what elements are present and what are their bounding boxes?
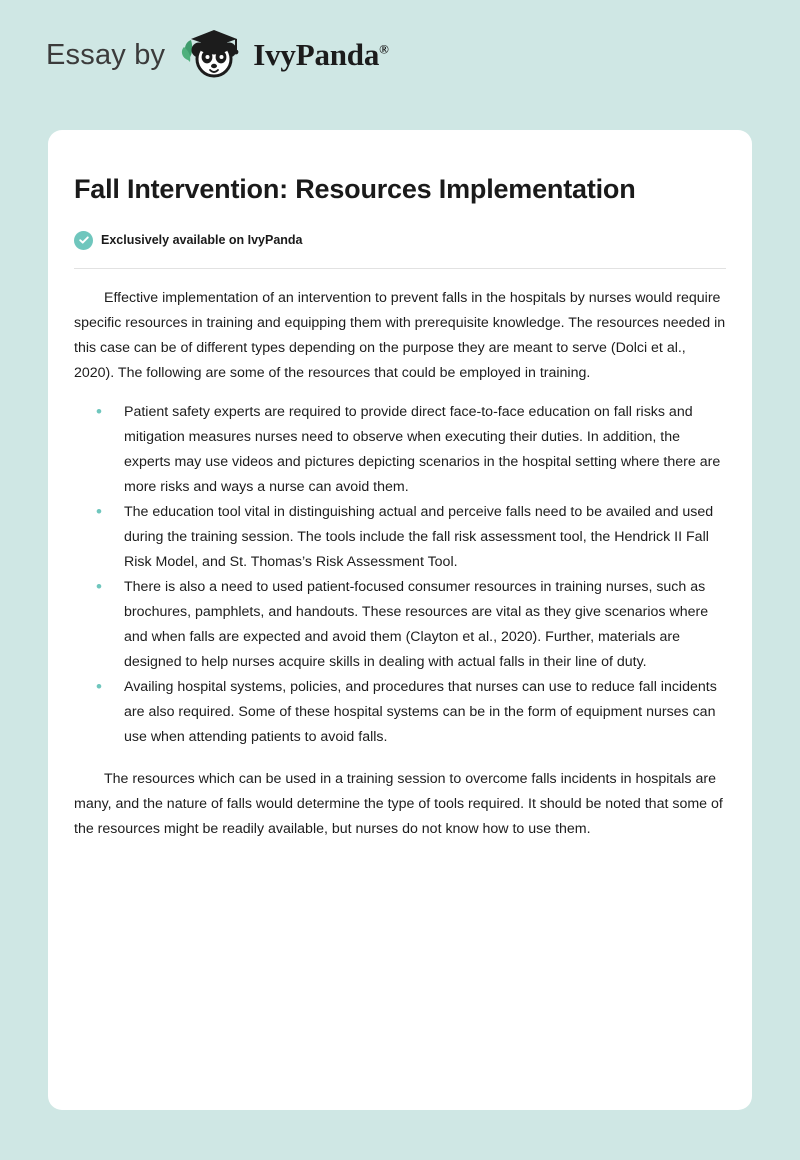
- closing-paragraph: The resources which can be used in a training session to overcome falls incidents in hospitals are many, and the nature of falls would determine the type of tools required. It should be noted that some of the resources might be readily available, but nurses do not know how to use them.: [74, 770, 723, 837]
- title-divider: [74, 268, 726, 269]
- exclusive-badge: [74, 231, 726, 250]
- site-header: [0, 0, 800, 72]
- exclusive-badge-label: Exclusively available on IvyPanda: [101, 233, 303, 248]
- intro-paragraph: Effective implementation of an intervention to prevent falls in the hospitals by nurses would require specific resources in training and equipping them with prerequisite knowledge. The resources needed in this case can be of different types depending on the purpose they are meant to serve (Dolci et al., 2020). The following are some of the resources that could be employed in training.: [74, 289, 726, 381]
- ivypanda-brand[interactable]: [179, 26, 388, 84]
- panda-graduate-logo-icon: [179, 26, 249, 84]
- resources-list: [74, 400, 726, 750]
- brand-registered-mark: ®: [379, 41, 389, 57]
- brand-name-text: IvyPanda: [253, 37, 380, 72]
- essay-by-label: Essay by: [46, 38, 166, 71]
- list-item: • The education tool vital in distinguishing actual and perceive falls need to be availed and used during the training session. The tools include the fall risk assessment tool, the Hendrick II Fall Risk Model, and St. Thomas’s Risk Assessment Tool.: [122, 500, 726, 575]
- page-title: Fall Intervention: Resources Implementation: [74, 174, 636, 204]
- brand-name: [253, 37, 388, 73]
- check-circle-icon: [74, 231, 93, 250]
- essay-card: [48, 130, 752, 1110]
- list-item: • There is also a need to used patient-focused consumer resources in training nurses, such as brochures, pamphlets, and handouts. These resources are vital as they give scenarios where and when falls are expected and avoid them (Clayton et al., 2020). Further, materials are designed to help nurses acquire skills in dealing with actual falls in their line of duty.: [122, 575, 726, 675]
- list-item: • Patient safety experts are required to provide direct face-to-face education on fall risks and mitigation measures nurses need to observe when executing their duties. In addition, the experts may use videos and pictures depicting scenarios in the hospital setting where there are more risks and ways a nurse can avoid them.: [122, 400, 726, 500]
- list-item: • Availing hospital systems, policies, and procedures that nurses can use to reduce fall incidents are also required. Some of these hospital systems can be in the form of equipment nurses can use when attending patients to avoid falls.: [122, 675, 726, 750]
